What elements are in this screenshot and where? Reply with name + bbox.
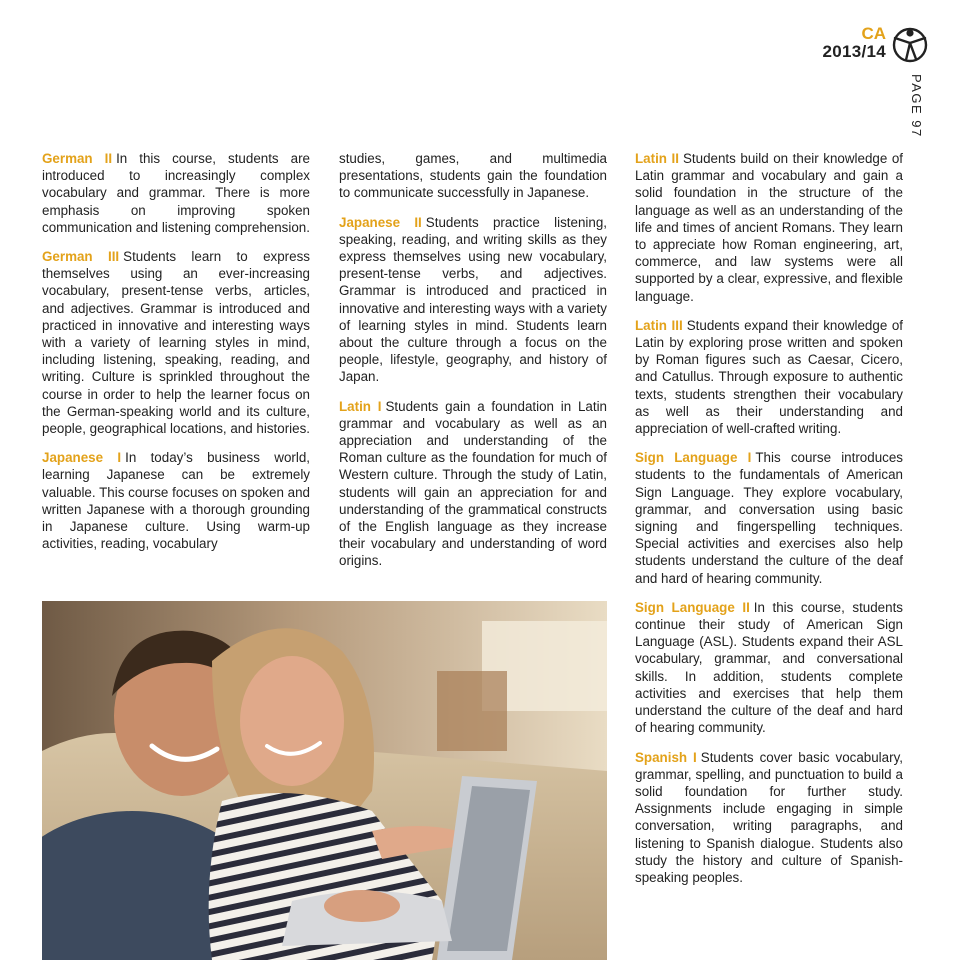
course-title: Latin I xyxy=(339,398,382,414)
course-title: Sign Language I xyxy=(635,450,752,466)
course-description: Students build on their knowledge of Latin grammar and vocabulary and gain a solid foundation in the structure of the language as well as an understanding of the life and times of ancient Romans. They learn to appreciate how Roman engineering, art, commerce, and law systems were all supported by a clear, expressive, and flexible language. xyxy=(635,151,903,304)
brand-label: CA xyxy=(861,24,886,43)
course-title: Japanese I xyxy=(42,450,122,466)
school-year: 2013/14 xyxy=(822,42,886,61)
course-description: In today’s business world, learning Japanese can be extremely valuable. This course focuses on spoken and written Japanese with a thorough grounding in Japanese culture. Using warm-up activities, reading, vocabulary xyxy=(42,450,310,552)
course-title: Japanese II xyxy=(339,214,422,230)
course-description: Students cover basic vocabulary, grammar, spelling, and punctuation to build a solid foundation for further study. Assignments include engaging in simple conversation, writing paragraphs, and listening to Spanish dialogue. Students also study the history and culture of Spanish-speaking peoples. xyxy=(635,749,903,885)
course-description: Students expand their knowledge of Latin by exploring prose written and spoken by Roman figures such as Caesar, Cicero, and Catullus. Through exposure to authentic texts, students strengthen their vocabulary as well as their understanding and appreciation of well-crafted writing. xyxy=(635,317,903,437)
course-description: Students learn to express themselves using an ever-increasing vocabulary, present-tense verbs, articles, and adjectives. Grammar is introduced and practiced in innovative and interesting ways with a variety of learning styles in mind, including listening, speaking, reading, and writing. Culture is sprinkled throughout the course in order to help the learner focus on the German-speaking world and its culture, people, geographical locations, and histories. xyxy=(42,249,310,437)
course-entry xyxy=(635,599,903,737)
course-description: In this course, students are introduced to increasingly complex vocabulary and grammar. There is more emphasis on improving spoken communication and listening comprehension. xyxy=(42,151,310,235)
course-title: Latin II xyxy=(635,151,679,166)
course-entry xyxy=(339,214,607,386)
course-title: Latin III xyxy=(635,317,683,333)
course-entry xyxy=(42,449,310,552)
figure-in-circle-icon xyxy=(890,24,930,64)
course-entry xyxy=(635,449,903,587)
page-number: PAGE 97 xyxy=(909,74,924,138)
course-description: This course introduces students to the fundamentals of American Sign Language. They explore vocabulary, grammar, and conversation using basic signing and fingerspelling techniques. Special activities and exercises also help students understand the culture of the deaf and hard of hearing community. xyxy=(635,450,903,586)
course-entry xyxy=(339,398,607,570)
course-title: Sign Language II xyxy=(635,599,750,615)
course-entry xyxy=(635,749,903,887)
course-entry xyxy=(635,150,903,305)
course-title: German II xyxy=(42,151,113,166)
course-description: studies, games, and multimedia presentations, students gain the foundation to communicate successfully in Japanese. xyxy=(339,151,607,201)
course-description: In this course, students continue their study of American Sign Language (ASL). Students expand their ASL vocabulary, grammar, and conversational skills. In addition, students complete activities and exercises that help them understand the culture of the deaf and hard of hearing community. xyxy=(635,599,903,736)
text-column-2 xyxy=(339,150,607,582)
course-description: Students gain a foundation in Latin grammar and vocabulary as well as an appreciation and understanding of the Roman culture as the foundation for much of Western culture. Through the study of Latin, students will gain an appreciation for and understanding of the grammatical constructs of the English language as they increase their vocabulary and understanding of word origins. xyxy=(339,398,607,569)
course-title: Spanish I xyxy=(635,749,697,765)
course-description: Students practice listening, speaking, reading, and writing skills as they express themselves using new vocabulary, present-tense verbs, and adjectives. Grammar is introduced and practiced in innovative and interesting ways with a variety of learning styles in mind. Students learn about the culture through a focus on the people, lifestyle, geography, and history of Japan. xyxy=(339,214,607,385)
text-column-3 xyxy=(635,150,903,898)
students-laptop-photo xyxy=(42,601,607,960)
course-entry xyxy=(42,150,310,236)
course-entry-continued xyxy=(339,150,607,202)
text-column-1 xyxy=(42,150,310,564)
page-header xyxy=(770,24,930,144)
course-entry xyxy=(42,248,310,437)
course-title: German III xyxy=(42,249,120,265)
course-entry xyxy=(635,317,903,437)
